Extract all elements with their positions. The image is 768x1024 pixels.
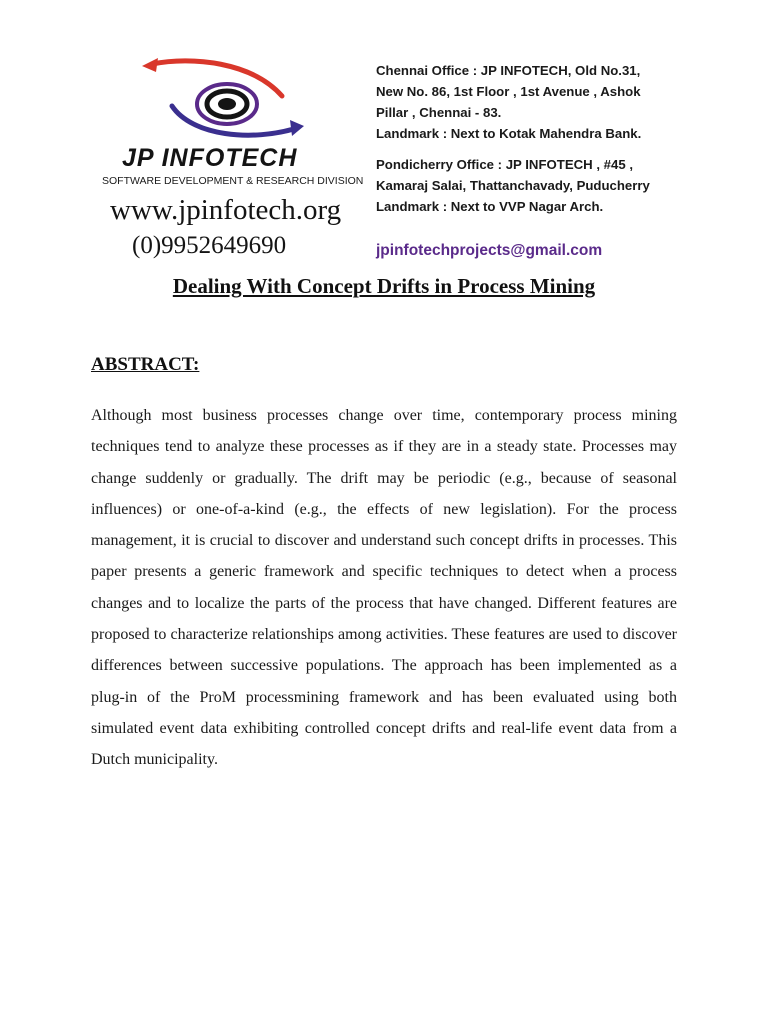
company-name: JP INFOTECH <box>122 144 298 172</box>
company-logo <box>92 48 372 274</box>
abstract-paragraph: Although most business processes change over time, contemporary process mining techniques tend to analyze these processes as if they are in a steady state. Processes may change suddenly or gradually. The drift may be periodic (e.g., because of seasonal influences) or one-of-a-kind (e.g., the effects of new legislation). For the process management, it is crucial to discover and understand such concept drifts in processes. This paper presents a generic framework and specific techniques to detect when a process changes and to localize the parts of the process that have changed. Different features are proposed to characterize relationships among activities. These features are used to discover differences between successive populations. The approach has been implemented as a plug-in of the ProM processmining framework and has been evaluated using both simulated event data exhibiting controlled concept drifts and real-life event data from a Dutch municipality. <box>91 407 677 769</box>
chennai-address-line: Chennai Office : JP INFOTECH, Old No.31, <box>376 63 641 78</box>
pondicherry-address-line: Kamaraj Salai, Thattanchavady, Puducherry <box>376 178 650 193</box>
company-website[interactable]: www.jpinfotech.org <box>110 194 342 226</box>
pondicherry-address-line: Pondicherry Office : JP INFOTECH , #45 , <box>376 157 633 172</box>
company-division: SOFTWARE DEVELOPMENT & RESEARCH DIVISION <box>102 175 364 187</box>
office-addresses <box>376 60 686 217</box>
company-phone: (0)9952649690 <box>132 232 287 259</box>
chennai-address-line: Pillar , Chennai - 83. <box>376 105 502 120</box>
section-heading: ABSTRACT: <box>91 354 200 375</box>
document-title: Dealing With Concept Drifts in Process Mining <box>172 274 596 298</box>
chennai-address-line: New No. 86, 1st Floor , 1st Avenue , Ashok <box>376 84 641 99</box>
contact-email[interactable]: jpinfotechprojects@gmail.com <box>376 242 603 259</box>
letterhead <box>92 48 680 274</box>
pondicherry-landmark: Landmark : Next to VVP Nagar Arch. <box>376 199 604 214</box>
chennai-landmark: Landmark : Next to Kotak Mahendra Bank. <box>376 126 642 141</box>
logo-emblem-icon <box>132 56 312 156</box>
